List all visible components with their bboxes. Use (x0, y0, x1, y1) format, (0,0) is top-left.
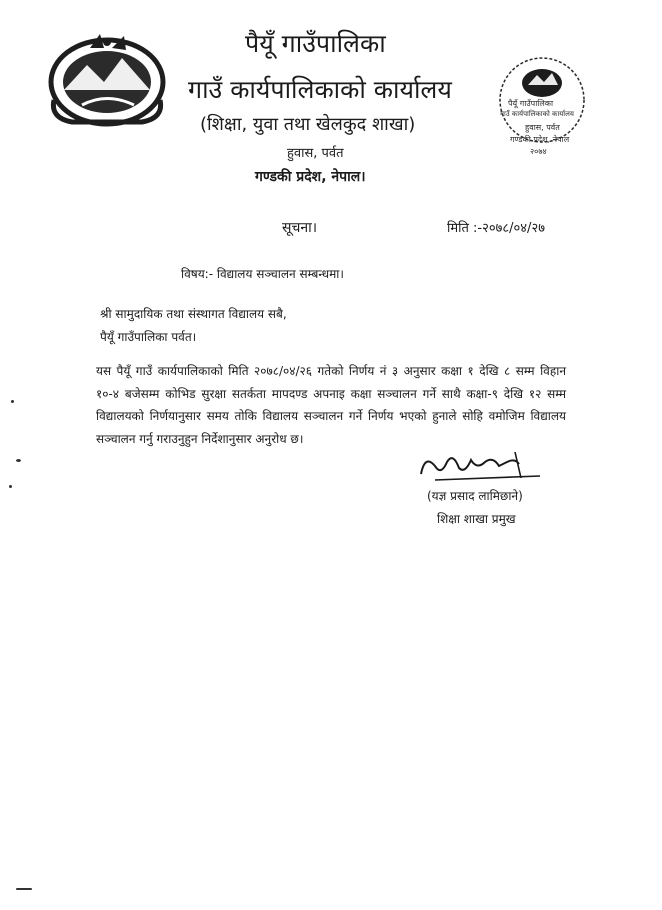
scan-speck (9, 485, 12, 488)
addressee-line-2: पैयूँ गाउँपालिका पर्वत। (100, 330, 197, 344)
stamp-line-4: गण्डकी प्रदेश, नेपाल (510, 135, 570, 144)
office-title: गाउँ कार्यपालिकाको कार्यालय (188, 75, 452, 104)
municipality-title: पैयूँ गाउँपालिका (245, 29, 386, 58)
notice-heading: सूचना। (282, 220, 318, 236)
scan-speck (16, 459, 21, 462)
stamp-line-2: गाउँ कार्यपालिकाको कार्यालय (500, 110, 574, 118)
signatory-name: (यज्ञ प्रसाद लामिछाने) (427, 489, 523, 503)
notice-subject: विषय:- विद्यालय सञ्चालन सम्बन्धमा। (181, 267, 344, 281)
section-title: (शिक्षा, युवा तथा खेलकुद शाखा) (200, 114, 416, 135)
province-line: गण्डकी प्रदेश, नेपाल। (255, 169, 366, 185)
scan-speck (16, 888, 32, 890)
nepal-emblem-logo (42, 30, 172, 130)
addressee-line-1: श्री सामुदायिक तथा संस्थागत विद्यालय सबै, (100, 307, 287, 321)
place-line: हुवास, पर्वत (287, 146, 344, 161)
scan-speck (11, 400, 14, 403)
stamp-line-1: पैयूँ गाउँपालिका (508, 99, 554, 108)
handwritten-signature (415, 444, 545, 489)
stamp-year: २०७४ (530, 147, 547, 156)
notice-body: यस पैयूँ गाउँ कार्यपालिकाको मिति २०७८/०४/२६ गतेको निर्णय नं ३ अनुसार कक्षा १ देखि ८ सम्म विहान १०-४ बजेसम्म कोभिड सुरक्षा सतर्कता मापदण्ड अपनाइ कक्षा सञ्चालन गर्ने साथै कक्षा-९ देखि १२ सम्म विद्यालयको निर्णयानुसार समय तोकि विद्यालय सञ्चालन गर्ने निर्णय भएको हुनाले सोहि वमोजिम विद्यालय सञ्चालन गर्नु गराउनुहुन निर्देशानुसार अनुरोध छ। (96, 364, 566, 446)
notice-date: मिति :-२०७८/०४/२७ (447, 221, 545, 236)
signatory-role: शिक्षा शाखा प्रमुख (437, 512, 516, 526)
stamp-line-3: हुवास, पर्वत (525, 123, 560, 132)
